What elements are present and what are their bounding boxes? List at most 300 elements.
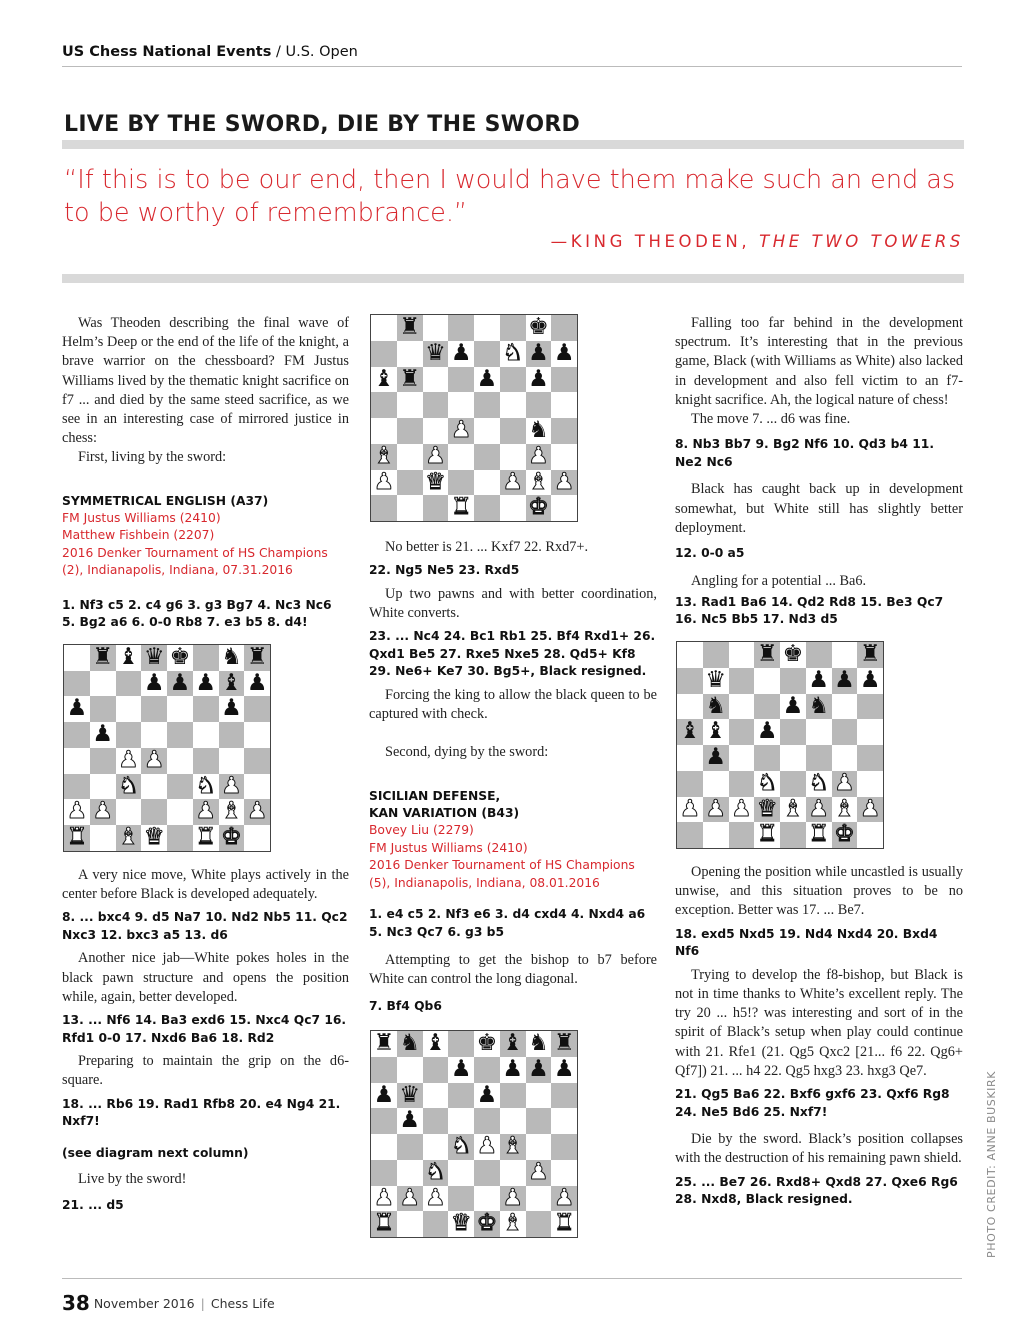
board-square [806,745,832,771]
board-square [551,1134,577,1160]
column-1 [62,314,349,1214]
white-queen-icon: ♛ [143,824,165,851]
board-square [857,745,883,771]
black-queen-icon: ♛ [143,643,165,670]
board-square [423,1057,449,1083]
board-square [832,694,858,720]
board-square [423,367,449,393]
board-square [423,1211,449,1237]
black-pawn-icon: ♟ [169,669,191,696]
chess-diagram [63,644,271,852]
board-square [551,367,577,393]
board-square [423,315,449,341]
board-square [90,671,116,697]
board-square [474,392,500,418]
white-queen-icon: ♛ [425,468,446,495]
black-bishop-icon: ♝ [373,365,395,392]
moves: 12. 0-0 a5 [675,546,745,561]
board-square [677,771,703,797]
black-bishop-icon: ♝ [679,718,701,745]
moves: 22. Ng5 Ne5 23. Rxd5 [369,563,520,578]
board-square [729,719,755,745]
board-square [167,696,193,722]
moves: 7. Bf4 Qb6 [369,998,442,1013]
board-square [551,495,577,521]
board-square [526,1083,552,1109]
white-pawn-icon: ♟ [399,1184,420,1211]
board-square [64,671,90,697]
board-square [474,1057,500,1083]
commentary: A very nice move, White plays actively in the center before Black is developed adequately. [62,866,349,903]
board-square [780,745,806,771]
board-square [500,495,526,521]
board-square [397,1160,423,1186]
black-knight-icon: ♞ [399,1030,420,1057]
black-knight-icon: ♞ [705,692,726,719]
board-square [526,392,552,418]
white-bishop-icon: ♝ [502,1133,523,1160]
board-square [397,1057,423,1083]
board-square [397,495,423,521]
black-player: FM Justus Williams (2410) [369,840,528,855]
board-square [474,418,500,444]
black-bishop-icon: ♝ [221,669,242,696]
white-pawn-icon: ♟ [808,795,829,822]
black-bishop-icon: ♝ [502,1030,523,1057]
black-pawn-icon: ♟ [756,718,778,745]
board-square [526,1186,552,1212]
board-square [141,696,167,722]
moves: 8. ... bxc4 9. d5 Na7 10. Nd2 Nb5 11. Qc2 Nxc3 12. bxc3 a5 13. d6 [62,910,348,942]
board-square [219,722,245,748]
black-queen-icon: ♛ [399,1081,420,1108]
moves: 23. ... Nc4 24. Bc1 Rb1 25. Bf4 Rxd1+ 26. Qxd1 Be5 27. Rxe5 Nxe5 28. Qd5+ Kf8 29. Ne6+ Ke7 30. Bg5+, Black resigned. [369,629,656,679]
black-king-icon: ♚ [782,641,804,667]
moves: 13. Rad1 Ba6 14. Qd2 Rd8 15. Be3 Qc7 16. Nc5 Bb5 17. Nd3 d5 [675,594,944,627]
black-player: Matthew Fishbein (2207) [62,528,215,543]
board-square [474,315,500,341]
board-square [116,671,142,697]
white-pawn-icon: ♟ [528,442,549,469]
board-square [397,470,423,496]
moves: 18. exd5 Nxd5 19. Nd4 Nxd4 20. Bxd4 Nf6 [675,926,938,959]
commentary: No better is 21. ... Kxf7 22. Rxd7+. [385,539,589,555]
board-square [423,1134,449,1160]
board-square [832,642,858,668]
board-square [500,444,526,470]
commentary: Live by the sword! [78,1171,187,1188]
board-square [857,694,883,720]
white-pawn-icon: ♟ [834,769,855,796]
commentary: Opening the position while uncastled is usually unwise, and this situation proves to be no exception. Better was 17. ... Be7. [675,864,963,919]
white-pawn-icon: ♟ [143,746,165,773]
board-square [551,1160,577,1186]
white-player: Bovey Liu (2279) [369,823,474,838]
board-square [90,774,116,800]
board-square [474,341,500,367]
black-rook-icon: ♜ [553,1030,575,1057]
board-square [551,1083,577,1109]
board-square [193,645,219,671]
black-pawn-icon: ♟ [399,1107,420,1134]
magazine-name: Chess Life [210,1296,275,1311]
board-square [448,1031,474,1057]
white-queen-icon: ♛ [756,795,778,822]
black-pawn-icon: ♟ [92,721,113,748]
black-bishop-icon: ♝ [118,643,139,670]
commentary: Second, dying by the sword: [385,744,549,761]
white-pawn-icon: ♟ [476,1133,498,1160]
white-rook-icon: ♜ [450,494,472,521]
board-square [371,495,397,521]
article-title: LIVE BY THE SWORD, DIE BY THE SWORD [64,112,581,137]
board-square [551,392,577,418]
black-rook-icon: ♜ [756,641,778,667]
photo-credit: PHOTO CREDIT: ANNE BUSKIRK [985,1070,998,1258]
board-square [500,367,526,393]
moves: 13. ... Nf6 14. Ba3 exd6 15. Nxc4 Qc7 16. Rfd1 0-0 17. Nxd6 Ba6 18. Rd2 [62,1013,347,1045]
board-square [448,392,474,418]
board-square [64,774,90,800]
commentary: Die by the sword. Black’s position collapses with the destruction of his remaining pawn shield. [675,1131,963,1167]
header-separator: / [271,44,286,60]
white-pawn-icon: ♟ [92,798,113,825]
black-pawn-icon: ♟ [373,1081,395,1108]
black-pawn-icon: ♟ [553,1055,575,1082]
white-pawn-icon: ♟ [118,746,139,773]
white-pawn-icon: ♟ [373,468,395,495]
black-rook-icon: ♜ [373,1030,395,1057]
board-square [167,748,193,774]
game-event: 2016 Denker Tournament of HS Champions (2), Indianapolis, Indiana, 07.31.2016 [62,545,328,578]
board-square [448,1160,474,1186]
column-2 [369,314,657,1238]
white-pawn-icon: ♟ [502,468,523,495]
black-queen-icon: ♛ [425,339,446,366]
black-pawn-icon: ♟ [834,666,855,693]
diagram-note: (see diagram next column) [62,1145,249,1160]
board-square [423,392,449,418]
black-pawn-icon: ♟ [528,1055,549,1082]
chess-diagram [676,641,884,849]
board-square [526,1211,552,1237]
board-square [448,1186,474,1212]
white-pawn-icon: ♟ [731,795,752,822]
commentary: Angling for a potential ... Ba6. [691,572,867,589]
board-square [857,719,883,745]
black-king-icon: ♚ [169,643,191,670]
board-square [371,315,397,341]
white-knight-icon: ♞ [195,772,216,799]
board-square [448,444,474,470]
board-square [141,774,167,800]
footer-rule [62,1278,962,1279]
game-heading: SYMMETRICAL ENGLISH (A37) [62,493,269,508]
attribution-work: THE TWO TOWERS [759,232,964,251]
white-bishop-icon: ♝ [782,795,804,822]
attribution-name: —KING THEODEN, [550,232,760,251]
board-square [167,774,193,800]
black-knight-icon: ♞ [221,643,242,670]
white-pawn-icon: ♟ [425,442,446,469]
white-rook-icon: ♜ [66,824,88,851]
white-rook-icon: ♜ [808,821,829,848]
board-square [244,722,270,748]
commentary: Up two pawns and with better coordination, White converts. [369,585,657,621]
moves: 18. ... Rb6 19. Rad1 Rfb8 20. e4 Ng4 21. Nxf7! [62,1096,341,1129]
board-square [397,1134,423,1160]
board-square [423,495,449,521]
board-square [806,719,832,745]
white-bishop-icon: ♝ [834,795,855,822]
board-square [64,722,90,748]
board-square [371,1134,397,1160]
game-heading: SICILIAN DEFENSE, [369,788,501,803]
moves: 1. e4 c5 2. Nf3 e6 3. d4 cxd4 4. Nxd4 a6 5. Nc3 Qc7 6. g3 b5 [369,907,646,939]
board-square [729,745,755,771]
board-square [500,392,526,418]
board-square [754,668,780,694]
board-square [219,748,245,774]
commentary: Black has caught back up in development somewhat, but White still has slightly better deployment. [675,481,963,536]
board-square [423,1108,449,1134]
black-pawn-icon: ♟ [66,695,88,722]
board-square [729,771,755,797]
board-square [64,645,90,671]
black-rook-icon: ♜ [859,641,881,667]
board-square [474,470,500,496]
black-knight-icon: ♞ [528,417,549,443]
board-square [371,418,397,444]
board-square [703,822,729,848]
moves: 25. ... Be7 26. Rxd8+ Qxd8 27. Qxe6 Rg6 28. Nxd8, Black resigned. [675,1174,958,1207]
board-square [167,799,193,825]
board-square [448,367,474,393]
black-pawn-icon: ♟ [782,692,804,719]
white-bishop-icon: ♝ [118,824,139,851]
board-square [397,444,423,470]
black-rook-icon: ♜ [399,365,420,392]
board-square [167,825,193,851]
intro-paragraph-2: First, living by the sword: [78,449,227,466]
board-square [677,642,703,668]
commentary: Another nice jab—White pokes holes in the black pawn structure and opens the position while, again, better developed. [62,950,349,1005]
commentary: Forcing the king to allow the black queen to be captured with check. [369,686,657,723]
board-square [371,1108,397,1134]
white-pawn-icon: ♟ [246,798,268,825]
board-square [474,1186,500,1212]
chess-diagram [370,1030,578,1238]
board-square [677,668,703,694]
board-square [244,825,270,851]
commentary: The move 7. ... d6 was fine. [691,411,851,428]
white-pawn-icon: ♟ [859,795,881,822]
moves: 1. Nf3 c5 2. c4 g6 3. g3 Bg7 4. Nc3 Nc6 5. Bg2 a6 6. 0-0 Rb8 7. e3 b5 8. d4! [62,597,332,630]
white-pawn-icon: ♟ [528,1158,549,1185]
board-square [193,696,219,722]
section-name: US Chess National Events [62,44,272,60]
white-rook-icon: ♜ [373,1210,395,1237]
white-pawn-icon: ♟ [373,1184,395,1211]
issue-date: November 2016 [93,1296,195,1311]
board-square [729,642,755,668]
commentary: Attempting to get the bishop to b7 before White can control the long diagonal. [369,952,657,988]
moves: 8. Nb3 Bb7 9. Bg2 Nf6 10. Qd3 b4 11. Ne2 Nc6 [675,437,935,469]
black-pawn-icon: ♟ [221,695,242,722]
footer [62,1291,275,1315]
black-king-icon: ♚ [528,314,549,340]
board-square [448,1083,474,1109]
board-square [500,315,526,341]
black-knight-icon: ♞ [528,1030,549,1057]
board-square [677,694,703,720]
board-square [244,774,270,800]
board-square [90,748,116,774]
board-square [729,822,755,848]
white-player: FM Justus Williams (2410) [62,511,221,526]
board-square [754,694,780,720]
quote-bar [62,274,964,283]
board-square [371,341,397,367]
white-knight-icon: ♞ [502,339,523,366]
board-square [780,822,806,848]
black-pawn-icon: ♟ [476,1081,498,1108]
white-rook-icon: ♜ [553,1210,575,1237]
black-bishop-icon: ♝ [425,1030,446,1057]
white-rook-icon: ♜ [195,824,216,851]
board-square [397,341,423,367]
board-square [780,771,806,797]
board-square [193,722,219,748]
board-square [500,1083,526,1109]
white-pawn-icon: ♟ [425,1184,446,1211]
black-pawn-icon: ♟ [450,339,472,366]
black-pawn-icon: ♟ [476,365,498,392]
black-pawn-icon: ♟ [246,669,268,696]
board-square [806,642,832,668]
game-heading-line-2: KAN VARIATION (B43) [369,806,520,820]
board-square [703,642,729,668]
board-square [857,771,883,797]
white-pawn-icon: ♟ [553,1184,575,1211]
white-pawn-icon: ♟ [679,795,701,822]
board-square [244,696,270,722]
black-rook-icon: ♜ [246,643,268,670]
quote-attribution [551,232,964,251]
black-pawn-icon: ♟ [143,669,165,696]
board-square [371,392,397,418]
black-pawn-icon: ♟ [528,365,549,392]
white-knight-icon: ♞ [425,1158,446,1185]
board-square [857,822,883,848]
black-rook-icon: ♜ [399,314,420,340]
board-square [526,1108,552,1134]
board-square [64,748,90,774]
white-king-icon: ♚ [221,824,242,851]
board-square [526,1134,552,1160]
white-knight-icon: ♞ [450,1133,472,1160]
board-square [448,1108,474,1134]
white-pawn-icon: ♟ [66,798,88,825]
black-king-icon: ♚ [476,1030,498,1057]
board-square [551,444,577,470]
event-name: U.S. Open [285,44,358,60]
black-rook-icon: ♜ [92,643,113,670]
white-bishop-icon: ♝ [502,1210,523,1237]
board-square [780,668,806,694]
board-square [677,745,703,771]
board-square [116,722,142,748]
moves: 21. ... d5 [62,1197,124,1212]
board-square [90,825,116,851]
white-pawn-icon: ♟ [502,1184,523,1211]
board-square [551,418,577,444]
board-square [474,495,500,521]
black-knight-icon: ♞ [808,692,829,719]
board-square [193,748,219,774]
white-bishop-icon: ♝ [528,468,549,495]
footer-separator: | [200,1296,205,1311]
white-knight-icon: ♞ [118,772,139,799]
commentary: Falling too far behind in the development spectrum. It’s interesting that in the previous game, Black (with Williams as White) also lacked in development and also fell victim to an f7-knight sacrifice. Ah, the logical nature of chess! [675,315,963,408]
board-square [167,722,193,748]
black-pawn-icon: ♟ [528,339,549,366]
running-head [62,44,358,60]
board-square [448,315,474,341]
board-square [500,1108,526,1134]
board-square [729,668,755,694]
board-square [754,745,780,771]
board-square [551,1108,577,1134]
board-square [423,418,449,444]
board-square [832,719,858,745]
board-square [423,1083,449,1109]
board-square [832,745,858,771]
board-square [90,696,116,722]
page-number: 38 [62,1291,90,1315]
commentary: Trying to develop the f8-bishop, but Black is not in time thanks to White’s excellent reply. The try 20 ... h5!? was interesting and sort of in the spirit of Black’s setup when play could continue with 21. Rfe1 (21. Qg5 Qxc2 [21... f6 22. Qg6+ Qf7]) 21. ... h4 22. Qg5 hxg3 23. hxg3 Qe7. [675,966,963,1079]
intro-paragraph: Was Theoden describing the final wave of Helm’s Deep or the end of the life of the knight, a brave warrior on the chessboard? FM Justus Williams lived by the thematic knight sacrifice on f7 ... and died by the same steed sacrifice, as we see in an interesting case of mirrored justice in chess: [62,315,349,447]
board-square [116,799,142,825]
white-bishop-icon: ♝ [221,798,242,825]
board-square [551,315,577,341]
header-rule [62,66,962,67]
white-pawn-icon: ♟ [450,417,472,443]
pull-quote: “If this is to be our end, then I would have them make such an end as to be worthy of remembrance.” [64,165,956,228]
board-square [703,771,729,797]
board-square [474,444,500,470]
black-pawn-icon: ♟ [859,666,881,693]
board-square [474,1108,500,1134]
board-square [677,822,703,848]
white-pawn-icon: ♟ [705,795,726,822]
white-pawn-icon: ♟ [221,772,242,799]
board-square [141,799,167,825]
black-pawn-icon: ♟ [705,744,726,770]
white-rook-icon: ♜ [756,821,778,848]
board-square [448,470,474,496]
commentary: Preparing to maintain the grip on the d6-square. [62,1053,349,1089]
black-bishop-icon: ♝ [705,718,726,745]
board-square [397,1211,423,1237]
game-event: 2016 Denker Tournament of HS Champions (5), Indianapolis, Indiana, 08.01.2016 [369,858,635,890]
board-square [244,748,270,774]
board-square [780,719,806,745]
black-pawn-icon: ♟ [195,669,216,696]
board-square [500,418,526,444]
moves: 21. Qg5 Ba6 22. Bxf6 gxf6 23. Qxf6 Rg8 24. Ne5 Bd6 25. Nxf7! [675,1087,950,1119]
white-knight-icon: ♞ [808,769,829,796]
